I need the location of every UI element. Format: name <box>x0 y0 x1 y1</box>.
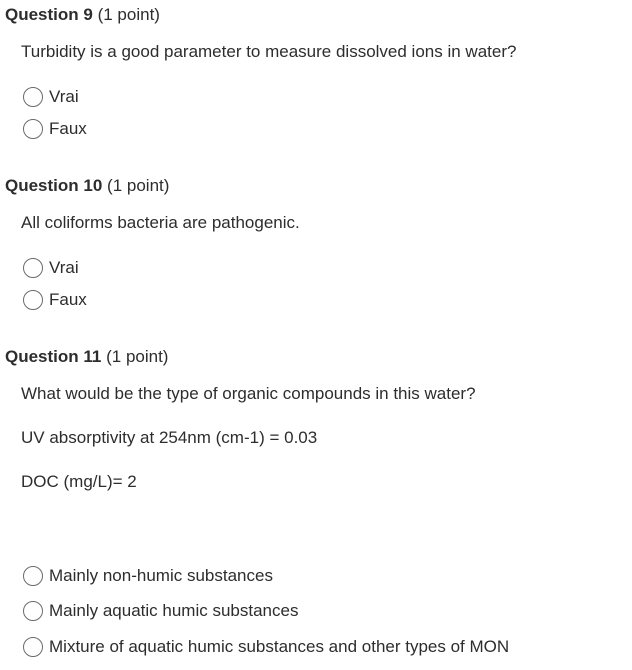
question-points: (1 point) <box>107 176 170 195</box>
option-label: Faux <box>49 119 87 138</box>
option-label: Mainly non-humic substances <box>49 566 273 585</box>
question-name: Question 10 <box>5 176 103 195</box>
question-10-option-faux[interactable] <box>23 288 87 312</box>
radio-button[interactable] <box>23 290 43 310</box>
option-label: Vrai <box>49 87 79 106</box>
question-11-option-mixture[interactable] <box>23 635 509 659</box>
question-11-option-non-humic[interactable] <box>23 564 273 588</box>
radio-button[interactable] <box>23 119 43 139</box>
question-10-text: All coliforms bacteria are pathogenic. <box>21 213 300 232</box>
radio-button[interactable] <box>23 87 43 107</box>
radio-button[interactable] <box>23 566 43 586</box>
question-11-title <box>5 347 168 367</box>
option-label: Mixture of aquatic humic substances and other types of MON <box>49 637 510 656</box>
question-points: (1 point) <box>97 5 160 24</box>
question-10-option-vrai[interactable] <box>23 256 79 280</box>
option-label: Faux <box>49 290 87 309</box>
question-10-title <box>5 176 169 196</box>
option-label: Vrai <box>49 258 79 277</box>
question-11-text: What would be the type of organic compounds in this water? <box>21 384 476 403</box>
radio-button[interactable] <box>23 601 43 621</box>
radio-button[interactable] <box>23 258 43 278</box>
question-9-text: Turbidity is a good parameter to measure dissolved ions in water? <box>21 42 517 61</box>
radio-button[interactable] <box>23 637 43 657</box>
question-11-option-aquatic-humic[interactable] <box>23 599 298 623</box>
question-9-title <box>5 5 160 25</box>
question-11-doc: DOC (mg/L)= 2 <box>21 472 137 491</box>
question-11-uv-absorptivity: UV absorptivity at 254nm (cm-1) = 0.03 <box>21 428 318 447</box>
question-9-option-vrai[interactable] <box>23 85 79 109</box>
question-name: Question 11 <box>5 347 102 366</box>
option-label: Mainly aquatic humic substances <box>49 601 299 620</box>
question-9-option-faux[interactable] <box>23 117 87 141</box>
question-points: (1 point) <box>106 347 169 366</box>
question-name: Question 9 <box>5 5 93 24</box>
